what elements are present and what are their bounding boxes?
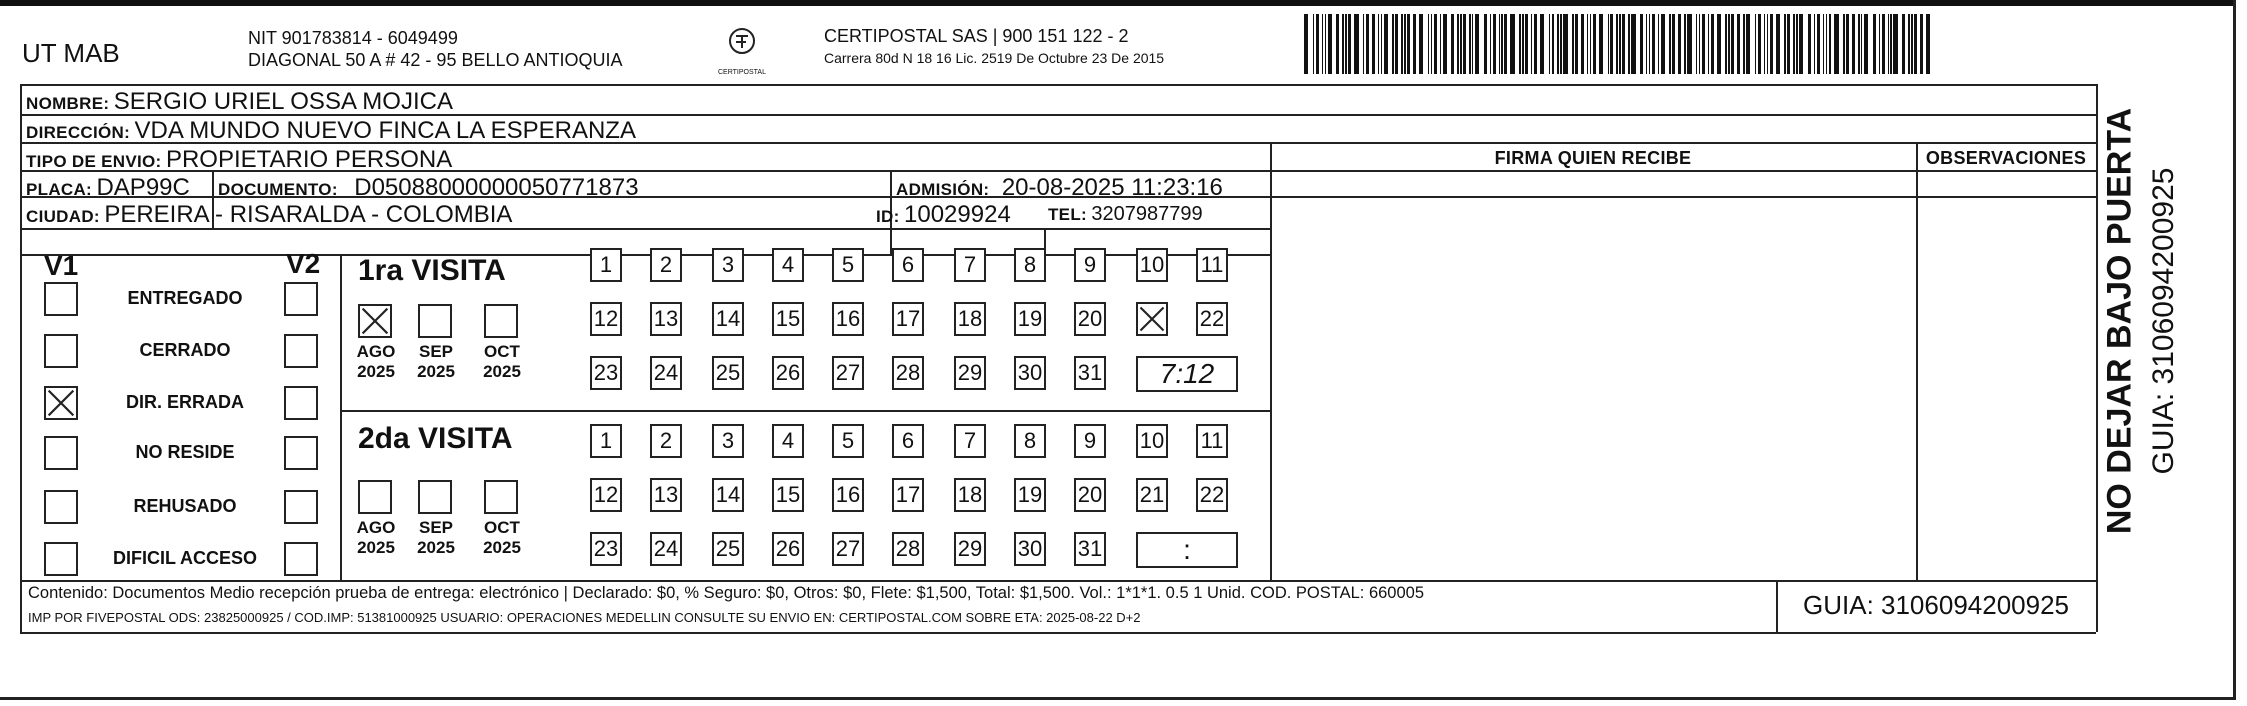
status-label: REHUSADO (133, 496, 237, 516)
barcode-bar (1776, 14, 1780, 74)
first-visit-day-box[interactable]: 22 (1196, 302, 1228, 336)
barcode-bar (1510, 14, 1514, 74)
footer-guia: GUIA: 3106094200925 (1803, 590, 2069, 620)
year-label: 2025 (357, 362, 395, 381)
barcode-bar (1431, 14, 1432, 74)
second-visit-day-box[interactable]: 24 (650, 532, 682, 566)
second-visit-day-box[interactable]: 16 (832, 478, 864, 512)
barcode-bar (1717, 14, 1721, 74)
second-visit-month-checkbox[interactable] (418, 480, 452, 514)
side-warning-box (2096, 84, 2144, 558)
barcode-bar (1581, 14, 1584, 74)
second-visit-day-box[interactable]: 15 (772, 478, 804, 512)
divider (20, 580, 2096, 582)
barcode-bar (1348, 14, 1351, 74)
admission-field (896, 174, 1223, 202)
month-year-label (348, 342, 404, 382)
first-visit-month-checkbox[interactable] (418, 304, 452, 338)
barcode-bar (1770, 14, 1773, 74)
first-visit-day-box[interactable]: 14 (712, 302, 744, 336)
month-year-label (408, 342, 464, 382)
first-visit-day-box[interactable]: 27 (832, 356, 864, 390)
barcode-bar (1622, 14, 1625, 74)
barcode-bar (1725, 14, 1726, 74)
barcode-bar (1395, 14, 1398, 74)
status-label: ENTREGADO (127, 288, 243, 308)
barcode-bar (1354, 14, 1358, 74)
barcode-bar (1451, 14, 1454, 74)
second-visit-day-box[interactable]: 1 (590, 424, 622, 458)
barcode-bar (1499, 14, 1500, 74)
barcode-bar (1440, 14, 1441, 74)
barcode-bar (1649, 14, 1650, 74)
barcode-bar (1796, 14, 1797, 74)
side-guia: GUIA: 3106094200925 (2147, 167, 2180, 475)
first-visit-day-box[interactable]: 31 (1074, 356, 1106, 390)
second-visit-day-box[interactable]: 30 (1014, 532, 1046, 566)
barcode-bar (1434, 14, 1437, 74)
barcode-bar (1501, 14, 1502, 74)
document-value: D05088000000050771873 (354, 174, 639, 201)
barcode-bar (1419, 14, 1423, 74)
barcode-bar (1699, 14, 1700, 74)
first-visit-day-box[interactable]: 23 (590, 356, 622, 390)
second-visit-day-box[interactable]: 13 (650, 478, 682, 512)
barcode-bar (1728, 14, 1729, 74)
month-year-label (348, 518, 404, 558)
id-value: 10029924 (904, 201, 1011, 228)
second-visit-day-box[interactable]: 12 (590, 478, 622, 512)
barcode-bar (1908, 14, 1909, 74)
v2-checkbox[interactable] (284, 334, 318, 368)
barcode-bar (1608, 14, 1609, 74)
observations-label: OBSERVACIONES (1925, 148, 2087, 168)
first-visit-day-box[interactable]: 25 (712, 356, 744, 390)
barcode-bar (1413, 14, 1416, 74)
x-mark-icon (360, 306, 390, 336)
year-label: 2025 (417, 362, 455, 381)
second-visit-day-box[interactable]: 8 (1014, 424, 1046, 458)
logo-text: CERTIPOSTAL (718, 69, 766, 76)
barcode-bar (1826, 14, 1827, 74)
barcode-bar (1457, 14, 1458, 74)
first-visit-day-box[interactable]: 9 (1074, 248, 1106, 282)
barcode-bar (1322, 14, 1323, 74)
barcode-bar (1684, 14, 1685, 74)
barcode-bar (1823, 14, 1824, 74)
type-label: TIPO DE ENVIO: (26, 152, 162, 171)
v2-checkbox[interactable] (284, 436, 318, 470)
barcode-bar (1325, 14, 1326, 74)
id-field (876, 201, 1011, 229)
barcode-bar (1540, 14, 1544, 74)
tel-field (1048, 203, 1203, 226)
barcode-bar (1767, 14, 1768, 74)
signature-label: FIRMA QUIEN RECIBE (1494, 148, 1692, 168)
barcode-bar (1890, 14, 1891, 74)
barcode-bar (1475, 14, 1479, 74)
barcode-bar (1460, 14, 1461, 74)
barcode-bar (1490, 14, 1491, 74)
first-visit-month-checkbox[interactable] (484, 304, 518, 338)
type-row (26, 146, 452, 174)
city-field (26, 201, 512, 229)
barcode-bar (1628, 14, 1629, 74)
barcode-bar (1472, 14, 1473, 74)
id-label: ID: (876, 207, 900, 226)
barcode-bar (1661, 14, 1665, 74)
recipient-address: VDA MUNDO NUEVO FINCA LA ESPERANZA (134, 117, 636, 144)
second-visit-day-box[interactable]: 20 (1074, 478, 1106, 512)
barcode-bar (1864, 14, 1868, 74)
divider (20, 84, 22, 632)
barcode-bar (1590, 14, 1591, 74)
v1-checkbox[interactable] (44, 542, 78, 576)
barcode-bar (1519, 14, 1520, 74)
barcode-bar (1599, 14, 1603, 74)
first-visit-day-box[interactable]: 2 (650, 248, 682, 282)
second-visit-time-field[interactable]: : (1136, 532, 1238, 568)
first-visit-day-box[interactable]: 5 (832, 248, 864, 282)
month-label: AGO (356, 342, 396, 361)
second-visit-day-box[interactable]: 2 (650, 424, 682, 458)
second-visit-day-box[interactable]: 10 (1136, 424, 1168, 458)
address-row (26, 117, 636, 145)
v2-checkbox[interactable] (284, 490, 318, 524)
barcode-bar (1563, 14, 1567, 74)
barcode-bar (1861, 14, 1862, 74)
barcode-bar (1808, 14, 1811, 74)
barcode-bar (1342, 14, 1343, 74)
barcode-bar (1463, 14, 1466, 74)
barcode-bar (1469, 14, 1470, 74)
barcode-bar (1893, 14, 1897, 74)
barcode-bar (1363, 14, 1364, 74)
v1-checkbox[interactable] (44, 386, 78, 420)
barcode-bar (1711, 14, 1714, 74)
first-visit-day-box[interactable]: 8 (1014, 248, 1046, 282)
first-visit-day-box[interactable]: 7 (954, 248, 986, 282)
barcode-bar (1557, 14, 1558, 74)
barcode-bar (1678, 14, 1681, 74)
barcode-bar (1372, 14, 1375, 74)
month-label: OCT (484, 518, 520, 537)
barcode-bar (1336, 14, 1339, 74)
signature-area[interactable] (1272, 172, 1914, 578)
barcode-bar (1793, 14, 1794, 74)
barcode-bar (1534, 14, 1537, 74)
year-label: 2025 (417, 538, 455, 557)
first-visit-day-box[interactable]: 3 (712, 248, 744, 282)
year-label: 2025 (357, 538, 395, 557)
barcode-bar (1366, 14, 1369, 74)
barcode-bar (1926, 14, 1930, 74)
barcode-bar (1552, 14, 1555, 74)
barcode-bar (1560, 14, 1561, 74)
first-visit-day-box[interactable]: 26 (772, 356, 804, 390)
barcode-bar (1313, 14, 1314, 74)
carrier-info: CERTIPOSTAL SAS | 900 151 122 - 2 (824, 26, 1129, 46)
first-visit-day-box[interactable]: 24 (650, 356, 682, 390)
status-label: DIR. ERRADA (125, 392, 244, 412)
divider (340, 410, 1270, 412)
barcode-bar (1549, 14, 1550, 74)
address-label: DIRECCIÓN: (26, 123, 131, 142)
status-label: DIFICIL ACCESO (112, 548, 257, 568)
barcode-bar (1658, 14, 1659, 74)
barcode-bar (1911, 14, 1912, 74)
month-year-label (474, 518, 530, 558)
month-label: OCT (484, 342, 520, 361)
barcode-bar (1525, 14, 1528, 74)
barcode-bar (1743, 14, 1744, 74)
barcode-bar (1696, 14, 1697, 74)
second-visit-day-box[interactable]: 14 (712, 478, 744, 512)
status-label: CERRADO (139, 340, 231, 360)
barcode-bar (1858, 14, 1859, 74)
print-info-line: IMP POR FIVEPOSTAL ODS: 23825000925 / COD.IMP: 51381000925 USUARIO: OPERACIONES MEDELLIN CONSULTE SU ENVIO EN: CERTIPOSTAL.COM SOBRE ETA: 2025-08-22 D+2 (28, 610, 1141, 625)
nit-text: NIT 901783814 - 6049499 (248, 28, 458, 48)
first-visit-label: 1ra VISITA (358, 254, 506, 287)
first-visit-day-box[interactable]: 4 (772, 248, 804, 282)
first-visit-time-field[interactable]: 7:12 (1136, 356, 1238, 392)
city-label: CIUDAD: (26, 207, 100, 226)
barcode-bar (1572, 14, 1573, 74)
barcode-bar (1708, 14, 1709, 74)
barcode-bar (1799, 14, 1803, 74)
barcode-bar (1764, 14, 1765, 74)
barcode-bar (1672, 14, 1675, 74)
barcode-bar (1328, 14, 1332, 74)
first-visit-day-box[interactable]: 18 (954, 302, 986, 336)
first-visit-day-box[interactable]: 19 (1014, 302, 1046, 336)
barcode-bar (1610, 14, 1613, 74)
second-visit-day-box[interactable]: 25 (712, 532, 744, 566)
divider (340, 254, 342, 580)
barcode-bar (1879, 14, 1880, 74)
barcode-bar (1640, 14, 1643, 74)
barcode-bar (1787, 14, 1790, 74)
second-visit-day-box[interactable]: 9 (1074, 424, 1106, 458)
barcode-bar (1829, 14, 1832, 74)
second-visit-day-box[interactable]: 11 (1196, 424, 1228, 458)
barcode-bar (1407, 14, 1410, 74)
barcode-bar (1504, 14, 1507, 74)
divider (20, 632, 2096, 634)
second-visit-day-box[interactable]: 26 (772, 532, 804, 566)
barcode-bar (1852, 14, 1855, 74)
plate-field (26, 174, 190, 202)
second-visit-day-box[interactable]: 22 (1196, 478, 1228, 512)
month-label: SEP (418, 342, 454, 361)
second-visit-day-box[interactable]: 31 (1074, 532, 1106, 566)
name-label: NOMBRE: (26, 94, 110, 113)
year-label: 2025 (483, 538, 521, 557)
tel-value: 3207987799 (1091, 203, 1203, 225)
admission-label: ADMISIÓN: (896, 180, 990, 199)
barcode-bar (1428, 14, 1429, 74)
barcode-bar (1384, 14, 1388, 74)
barcode-bar (1587, 14, 1588, 74)
barcode-bar (1443, 14, 1447, 74)
v1-checkbox[interactable] (44, 282, 78, 316)
barcode-bar (1817, 14, 1820, 74)
barcode-bar (1731, 14, 1734, 74)
recipient-name: SERGIO URIEL OSSA MOJICA (113, 88, 453, 115)
barcode-bar (1873, 14, 1876, 74)
first-visit-day-box[interactable]: 28 (892, 356, 924, 390)
barcode-bar (1575, 14, 1578, 74)
document-field (218, 174, 639, 202)
first-visit-day-box[interactable]: 10 (1136, 248, 1168, 282)
first-visit-day-box[interactable]: 6 (892, 248, 924, 282)
barcode-bar (1345, 14, 1346, 74)
barcode-icon (1304, 14, 1936, 74)
month-label: AGO (356, 518, 396, 537)
sender-address: DIAGONAL 50 A # 42 - 95 BELLO ANTIOQUIA (248, 50, 623, 70)
side-guia-box (2142, 84, 2186, 558)
document-label: DOCUMENTO: (218, 180, 338, 199)
v1-label: V1 (44, 250, 79, 281)
barcode-bar (1646, 14, 1647, 74)
first-visit-day-box[interactable]: 20 (1074, 302, 1106, 336)
barcode-bar (1378, 14, 1379, 74)
second-visit-day-box[interactable]: 7 (954, 424, 986, 458)
x-mark-icon (1138, 304, 1166, 334)
barcode-bar (1902, 14, 1905, 74)
city-value: PEREIRA - RISARALDA - COLOMBIA (104, 201, 513, 228)
barcode-bar (1737, 14, 1740, 74)
barcode-bar (1746, 14, 1750, 74)
v2-checkbox[interactable] (284, 386, 318, 420)
second-visit-day-box[interactable]: 18 (954, 478, 986, 512)
second-visit-day-box[interactable]: 17 (892, 478, 924, 512)
barcode-bar (1882, 14, 1885, 74)
first-visit-day-box[interactable] (1136, 302, 1168, 336)
barcode-bar (1758, 14, 1761, 74)
second-visit-month-checkbox[interactable] (484, 480, 518, 514)
certipostal-logo-icon (712, 26, 772, 76)
observations-area[interactable] (1918, 172, 2094, 578)
barcode-bar (1484, 14, 1487, 74)
barcode-bar (1687, 14, 1691, 74)
v1-checkbox[interactable] (44, 490, 78, 524)
name-row (26, 88, 453, 116)
barcode-bar (1702, 14, 1705, 74)
first-visit-day-box[interactable]: 15 (772, 302, 804, 336)
barcode-bar (1755, 14, 1756, 74)
second-visit-month-checkbox[interactable] (358, 480, 392, 514)
second-visit-day-box[interactable]: 29 (954, 532, 986, 566)
month-year-label (474, 342, 530, 382)
barcode-bar (1304, 14, 1308, 74)
tel-label: TEL: (1048, 205, 1087, 224)
barcode-bar (1593, 14, 1596, 74)
second-visit-day-box[interactable]: 3 (712, 424, 744, 458)
second-visit-day-box[interactable]: 5 (832, 424, 864, 458)
second-visit-day-box[interactable]: 19 (1014, 478, 1046, 512)
first-visit-day-box[interactable]: 13 (650, 302, 682, 336)
carrier-license: Carrera 80d N 18 16 Lic. 2519 De Octubre 23 De 2015 (824, 50, 1165, 66)
barcode-bar (1843, 14, 1844, 74)
v1-checkbox[interactable] (44, 334, 78, 368)
barcode-bar (1814, 14, 1815, 74)
v2-checkbox[interactable] (284, 542, 318, 576)
first-visit-day-box[interactable]: 11 (1196, 248, 1228, 282)
second-visit-day-box[interactable]: 21 (1136, 478, 1168, 512)
month-label: SEP (418, 518, 454, 537)
barcode-bar (1834, 14, 1838, 74)
barcode-bar (1914, 14, 1917, 74)
barcode-bar (1316, 14, 1319, 74)
shipment-type: PROPIETARIO PERSONA (165, 146, 453, 173)
second-visit-label: 2da VISITA (358, 422, 513, 455)
no-dejar-warning: NO DEJAR BAJO PUERTA (2100, 107, 2139, 535)
divider (20, 84, 2096, 86)
barcode-bar (1401, 14, 1402, 74)
second-visit-day-box[interactable]: 28 (892, 532, 924, 566)
status-label: NO RESIDE (135, 442, 235, 462)
year-label: 2025 (483, 362, 521, 381)
company-name: UT MAB (22, 38, 120, 68)
barcode-bar (1888, 14, 1889, 74)
v2-label: V2 (286, 248, 321, 279)
v2-checkbox[interactable] (284, 282, 318, 316)
first-visit-day-box[interactable]: 12 (590, 302, 622, 336)
barcode-bar (1531, 14, 1532, 74)
plate-value: DAP99C (96, 174, 190, 201)
barcode-bar (1381, 14, 1382, 74)
barcode-bar (1404, 14, 1405, 74)
first-visit-day-box[interactable]: 16 (832, 302, 864, 336)
second-visit-day-box[interactable]: 27 (832, 532, 864, 566)
second-visit-day-box[interactable]: 6 (892, 424, 924, 458)
first-visit-day-box[interactable]: 30 (1014, 356, 1046, 390)
second-visit-day-box[interactable]: 4 (772, 424, 804, 458)
x-mark-icon (46, 388, 76, 418)
plate-label: PLACA: (26, 180, 93, 199)
first-visit-month-checkbox[interactable] (358, 304, 392, 338)
second-visit-day-box[interactable]: 23 (590, 532, 622, 566)
barcode-bar (1784, 14, 1785, 74)
first-visit-day-box[interactable]: 1 (590, 248, 622, 282)
first-visit-day-box[interactable]: 17 (892, 302, 924, 336)
barcode-bar (1652, 14, 1655, 74)
barcode-bar (1493, 14, 1496, 74)
barcode-bar (1846, 14, 1849, 74)
v1-checkbox[interactable] (44, 436, 78, 470)
barcode-bar (1631, 14, 1635, 74)
barcode-bar (1669, 14, 1670, 74)
barcode-bar (1522, 14, 1523, 74)
contents-line: Contenido: Documentos Medio recepción prueba de entrega: electrónico | Declarado: $0, % Seguro: $0, Otros: $0, Flete: $1,500, Total: $1,500. Vol.: 1*1*1. 0.5 1 Unid. COD. POSTAL: 660005 (28, 584, 1425, 602)
first-visit-day-box[interactable]: 29 (954, 356, 986, 390)
barcode-bar (1920, 14, 1923, 74)
barcode-bar (1619, 14, 1620, 74)
admission-value: 20-08-2025 11:23:16 (1001, 174, 1223, 201)
barcode-bar (1392, 14, 1393, 74)
barcode-bar (1616, 14, 1617, 74)
month-year-label (408, 518, 464, 558)
